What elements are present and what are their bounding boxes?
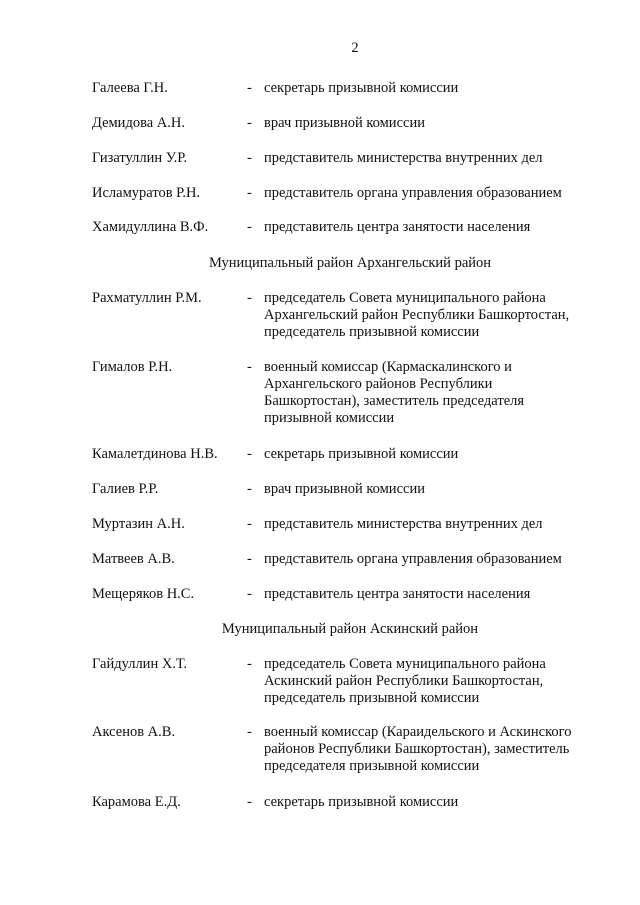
member-role <box>264 516 604 533</box>
page-number: 2 <box>351 40 359 56</box>
member-row <box>0 656 640 712</box>
member-name: Исламуратов Р.Н. <box>92 185 201 201</box>
role-line: Башкортостан), заместитель председателя <box>264 393 525 409</box>
role-line: военный комиссар (Караидельского и Аскинского <box>264 724 572 740</box>
member-name: Гайдуллин Х.Т. <box>92 656 187 672</box>
section-heading-askinsky: Муниципальный район Аскинский район <box>221 621 479 637</box>
dash-separator: - <box>247 724 252 740</box>
role-line: представитель министерства внутренних дел <box>264 516 543 532</box>
dash-separator: - <box>247 656 252 672</box>
member-name: Мещеряков Н.С. <box>92 586 195 602</box>
dash-separator: - <box>247 219 252 235</box>
dash-separator: - <box>247 586 252 602</box>
section-heading-arkhangelsky: Муниципальный район Архангельский район <box>208 255 492 271</box>
member-role <box>264 115 604 132</box>
role-line: секретарь призывной комиссии <box>264 794 459 810</box>
member-name: Галиев Р.Р. <box>92 481 159 497</box>
member-role <box>264 794 604 811</box>
role-line: председатель Совета муниципального района <box>264 656 546 672</box>
member-row <box>0 724 640 780</box>
member-name: Гизатуллин У.Р. <box>92 150 188 166</box>
member-row <box>0 359 640 431</box>
member-name: Карамова Е.Д. <box>92 794 181 810</box>
role-line: представитель центра занятости населения <box>264 219 531 235</box>
member-row <box>0 794 640 854</box>
member-role <box>264 724 604 775</box>
role-line: представитель органа управления образованием <box>264 185 562 201</box>
member-role <box>264 359 604 427</box>
role-line: Архангельского районов Республики <box>264 376 493 392</box>
member-role <box>264 586 604 603</box>
member-name: Демидова А.Н. <box>92 115 185 131</box>
member-name: Аксенов А.В. <box>92 724 176 740</box>
member-role <box>264 80 604 97</box>
member-role <box>264 656 604 707</box>
role-line: председатель Совета муниципального района <box>264 290 546 306</box>
member-name: Рахматуллин Р.М. <box>92 290 202 306</box>
member-name: Муртазин А.Н. <box>92 516 185 532</box>
member-name: Хамидуллина В.Ф. <box>92 219 209 235</box>
role-line: представитель органа управления образованием <box>264 551 562 567</box>
member-name: Матвеев А.В. <box>92 551 175 567</box>
member-role <box>264 481 604 498</box>
member-row <box>0 290 640 346</box>
role-line: представитель министерства внутренних дел <box>264 150 543 166</box>
member-name: Гималов Р.Н. <box>92 359 173 375</box>
member-role <box>264 446 604 463</box>
dash-separator: - <box>247 80 252 96</box>
dash-separator: - <box>247 516 252 532</box>
dash-separator: - <box>247 115 252 131</box>
member-role <box>264 219 604 236</box>
dash-separator: - <box>247 185 252 201</box>
role-line: секретарь призывной комиссии <box>264 80 459 96</box>
member-role <box>264 290 604 341</box>
member-name: Камалетдинова Н.В. <box>92 446 218 462</box>
dash-separator: - <box>247 446 252 462</box>
role-line: призывной комиссии <box>264 410 395 426</box>
role-line: районов Республики Башкортостан), заместитель <box>264 741 570 757</box>
role-line: врач призывной комиссии <box>264 481 425 497</box>
role-line: представитель центра занятости населения <box>264 586 531 602</box>
role-line: Аскинский район Республики Башкортостан, <box>264 673 544 689</box>
role-line: председателя призывной комиссии <box>264 758 480 774</box>
dash-separator: - <box>247 359 252 375</box>
role-line: председатель призывной комиссии <box>264 324 480 340</box>
role-line: военный комиссар (Кармаскалинского и <box>264 359 512 375</box>
dash-separator: - <box>247 794 252 810</box>
member-role <box>264 185 604 202</box>
role-line: врач призывной комиссии <box>264 115 425 131</box>
member-role <box>264 150 604 167</box>
member-role <box>264 551 604 568</box>
dash-separator: - <box>247 290 252 306</box>
role-line: председатель призывной комиссии <box>264 690 480 706</box>
dash-separator: - <box>247 551 252 567</box>
dash-separator: - <box>247 481 252 497</box>
dash-separator: - <box>247 150 252 166</box>
role-line: Архангельский район Республики Башкортостан, <box>264 307 570 323</box>
role-line: секретарь призывной комиссии <box>264 446 459 462</box>
member-name: Галеева Г.Н. <box>92 80 168 96</box>
